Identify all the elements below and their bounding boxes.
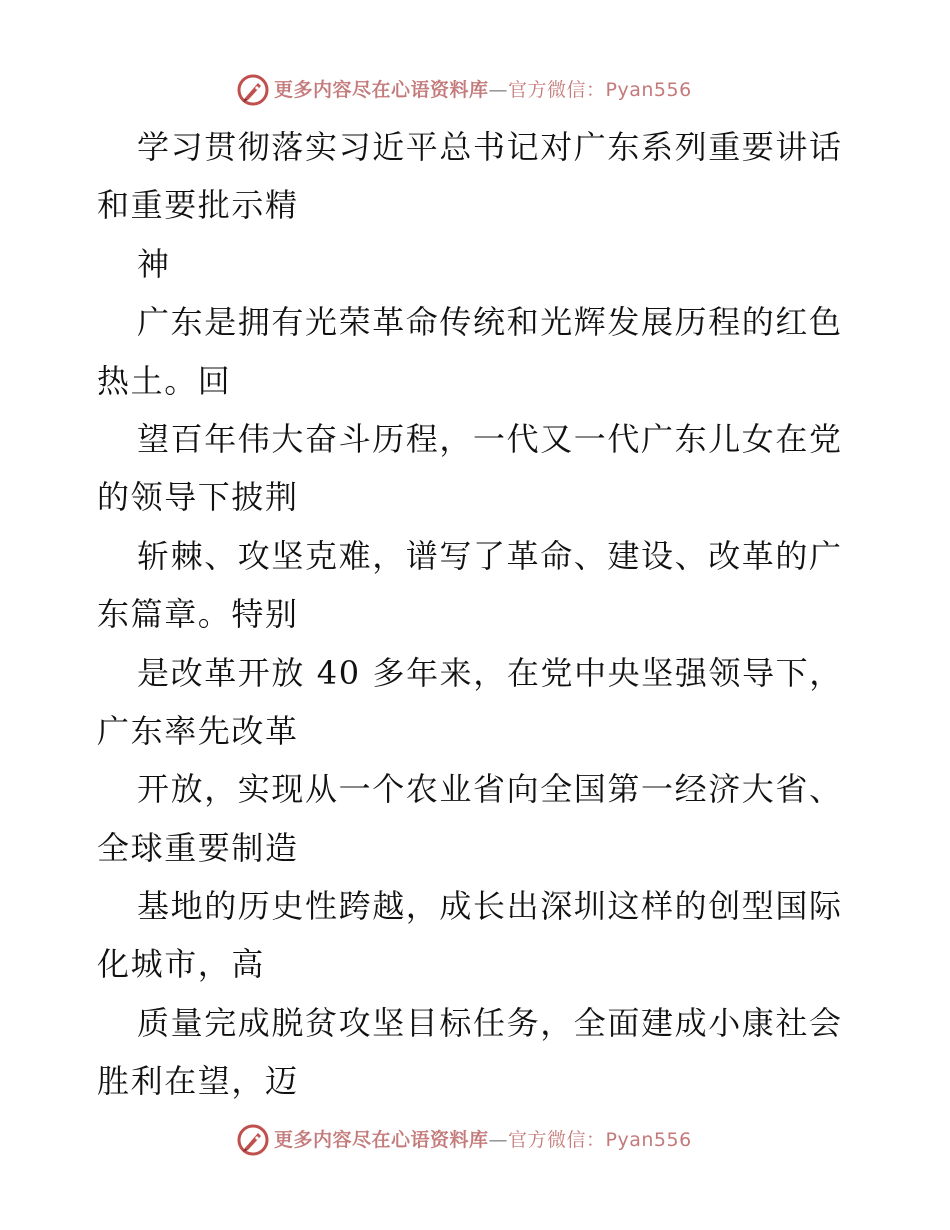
text-line: 斩棘、攻坚克难，谱写了革命、建设、改革的广 [137, 536, 843, 575]
banner-dash: — [488, 79, 509, 101]
footer-banner [236, 1122, 716, 1158]
text-line: 胜利在望，迈 [97, 1062, 299, 1101]
text-line: 的领导下披荆 [97, 478, 299, 517]
text-line: 神 [137, 244, 171, 283]
text-line: 开放，实现从一个农业省向全国第一经济大省、 [137, 770, 843, 809]
text-line: 广东率先改革 [97, 711, 299, 750]
text-line: 望百年伟大奋斗历程，一代又一代广东儿女在党 [137, 419, 843, 458]
banner-wechat-text: 官方微信：Pyan556 [508, 1129, 692, 1151]
text-line: 学习贯彻落实习近平总书记对广东系列重要讲话 [137, 128, 843, 166]
text-line: 和重要批示精 [97, 186, 299, 225]
text-line: 化城市，高 [97, 945, 266, 984]
document-body [97, 118, 857, 1111]
text-line: 质量完成脱贫攻坚目标任务，全面建成小康社会 [137, 1003, 843, 1042]
text-line: 是改革开放 40 多年来，在党中央坚强领导下， [137, 653, 843, 692]
text-line: 东篇章。特别 [97, 595, 299, 634]
banner-wechat-text: 官方微信：Pyan556 [508, 79, 692, 101]
banner-main-text: 更多内容尽在心语资料库 [274, 1129, 489, 1151]
text-line: 全球重要制造 [97, 828, 299, 867]
text-line: 热土。回 [97, 361, 232, 400]
header-banner [236, 72, 716, 108]
banner-main-text: 更多内容尽在心语资料库 [274, 79, 489, 101]
pen-nib-icon [236, 73, 270, 107]
pen-nib-icon [236, 1123, 270, 1157]
banner-dash: — [488, 1129, 509, 1151]
text-line: 基地的历史性跨越，成长出深圳这样的创型国际 [137, 887, 843, 926]
text-line: 广东是拥有光荣革命传统和光辉发展历程的红色 [137, 303, 843, 342]
